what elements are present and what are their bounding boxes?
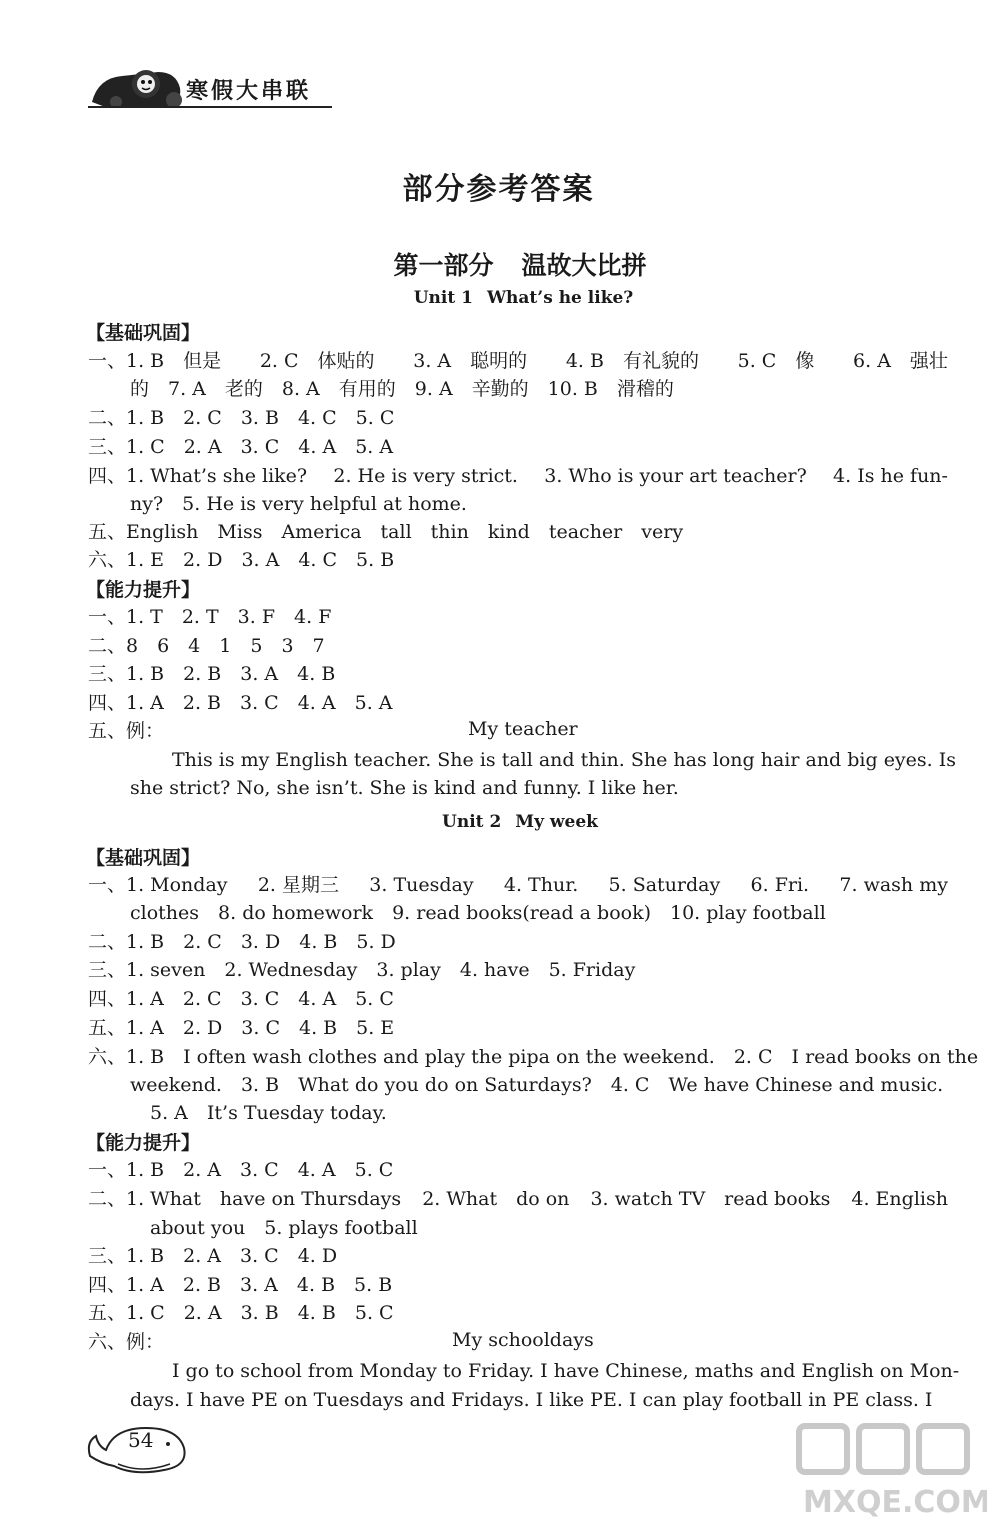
unit1-essay-line2: she strict? No, she isn’t. She is kind and funny. I like her. xyxy=(130,777,679,799)
answer-item: 4. Is he fun- xyxy=(833,465,948,487)
unit2-a2-line1 xyxy=(88,1186,948,1212)
unit1-b4-line1 xyxy=(88,463,948,489)
unit1-essay-line1: This is my English teacher. She is tall and thin. She has long hair and big eyes. Is xyxy=(172,749,957,771)
unit2-b6-line1: 六、1. B I often wash clothes and play the pipa on the weekend. 2. C I read books on the xyxy=(88,1046,979,1068)
unit1-name: What’s he like? xyxy=(486,288,634,308)
answer-item: 4. B 有礼貌的 xyxy=(565,350,699,372)
answer-item: 4. Thur. xyxy=(503,874,579,896)
unit2-basic-label: 【基础巩固】 xyxy=(86,847,201,869)
unit2-a2-line2: about you 5. plays football xyxy=(150,1217,418,1239)
unit1-b3: 三、1. C 2. A 3. C 4. A 5. A xyxy=(88,436,394,458)
page-title: 部分参考答案 xyxy=(402,172,595,207)
watermark-logo-icon xyxy=(787,1418,987,1528)
unit1-a3: 三、1. B 2. B 3. A 4. B xyxy=(88,663,336,685)
answer-item: 2. C 体贴的 xyxy=(259,350,375,372)
unit2-essay-line2: days. I have PE on Tuesdays and Fridays. I like PE. I can play football in PE class. I xyxy=(130,1389,933,1411)
unit2-heading xyxy=(0,812,997,832)
unit2-b1-line2: clothes 8. do homework 9. read books(read a book) 10. play football xyxy=(130,902,826,924)
unit2-a5: 五、1. C 2. A 3. B 4. B 5. C xyxy=(88,1302,394,1324)
answer-item: 4. English xyxy=(851,1188,948,1210)
answer-item: 3. A 聪明的 xyxy=(413,350,528,372)
part-title: 温故大比拼 xyxy=(521,251,647,280)
answer-item: 3. watch TV read books xyxy=(590,1188,831,1210)
answer-item: 3. Tuesday xyxy=(369,874,474,896)
unit2-a4: 四、1. A 2. B 3. A 4. B 5. B xyxy=(88,1274,393,1296)
answer-item: 2. What do on xyxy=(422,1188,570,1210)
unit2-b4: 四、1. A 2. C 3. C 4. A 5. C xyxy=(88,988,394,1010)
answer-item: 二、1. What have on Thursdays xyxy=(88,1188,402,1210)
header-divider xyxy=(88,106,332,108)
unit1-adv-label: 【能力提升】 xyxy=(86,579,201,601)
page-number: 54 xyxy=(128,1428,154,1452)
answer-item: 2. 星期三 xyxy=(257,874,339,896)
unit2-a6-label: 六、例： xyxy=(88,1331,165,1353)
part-label: 第一部分 xyxy=(393,251,494,280)
running-header xyxy=(88,58,332,114)
answer-item: 5. Saturday xyxy=(608,874,721,896)
unit2-b6-line2: weekend. 3. B What do you do on Saturdays? 4. C We have Chinese and music. xyxy=(130,1074,944,1096)
answer-item: 7. wash my xyxy=(839,874,948,896)
page-footer xyxy=(84,1420,194,1480)
answer-item: 2. He is very strict. xyxy=(333,465,518,487)
answer-item: 5. C 像 xyxy=(737,350,815,372)
unit2-b3: 三、1. seven 2. Wednesday 3. play 4. have 5. Friday xyxy=(88,959,636,981)
unit1-a4: 四、1. A 2. B 3. C 4. A 5. A xyxy=(88,692,393,714)
unit2-essay-title: My schooldays xyxy=(452,1329,594,1351)
unit1-b2: 二、1. B 2. C 3. B 4. C 5. C xyxy=(88,407,395,429)
unit1-a1: 一、1. T 2. T 3. F 4. F xyxy=(88,606,332,628)
unit2-b6-line3: 5. A It’s Tuesday today. xyxy=(150,1102,387,1124)
watermark xyxy=(787,1418,987,1528)
part-heading xyxy=(0,246,997,282)
series-title: 寒假大串联 xyxy=(186,79,312,104)
unit2-a1: 一、1. B 2. A 3. C 4. A 5. C xyxy=(88,1159,394,1181)
answer-item: 四、1. What’s she like? xyxy=(88,465,308,487)
unit1-a5-label: 五、例： xyxy=(88,720,165,742)
unit2-b1-line1 xyxy=(88,872,948,898)
unit1-basic-label: 【基础巩固】 xyxy=(86,322,201,344)
unit1-b4-line2: ny? 5. He is very helpful at home. xyxy=(130,493,467,515)
unit1-b1-line2: 的 7. A 老的 8. A 有用的 9. A 辛勤的 10. B 滑稽的 xyxy=(130,378,674,400)
unit2-number: Unit 2 xyxy=(442,812,502,832)
unit1-essay-title: My teacher xyxy=(468,718,578,740)
unit1-b1-line1 xyxy=(88,348,948,374)
unit2-b2: 二、1. B 2. C 3. D 4. B 5. D xyxy=(88,931,396,953)
answer-item: 6. Fri. xyxy=(750,874,810,896)
answer-item: 一、1. B 但是 xyxy=(88,350,222,372)
unit1-a2: 二、8 6 4 1 5 3 7 xyxy=(88,635,325,657)
unit2-a3: 三、1. B 2. A 3. C 4. D xyxy=(88,1245,338,1267)
unit1-number: Unit 1 xyxy=(413,288,473,308)
answer-item: 3. Who is your art teacher? xyxy=(544,465,807,487)
unit2-name: My week xyxy=(515,812,598,832)
unit1-b6: 六、1. E 2. D 3. A 4. C 5. B xyxy=(88,549,395,571)
watermark-text: MXQE.COM xyxy=(803,1485,987,1520)
unit1-heading xyxy=(0,288,997,308)
answer-item: 6. A 强壮 xyxy=(853,350,948,372)
unit2-b5: 五、1. A 2. D 3. C 4. B 5. E xyxy=(88,1017,395,1039)
unit2-adv-label: 【能力提升】 xyxy=(86,1132,201,1154)
unit2-essay-line1: I go to school from Monday to Friday. I have Chinese, maths and English on Mon- xyxy=(172,1360,960,1382)
unit1-b5: 五、English Miss America tall thin kind teacher very xyxy=(88,521,684,543)
answer-item: 一、1. Monday xyxy=(88,874,228,896)
